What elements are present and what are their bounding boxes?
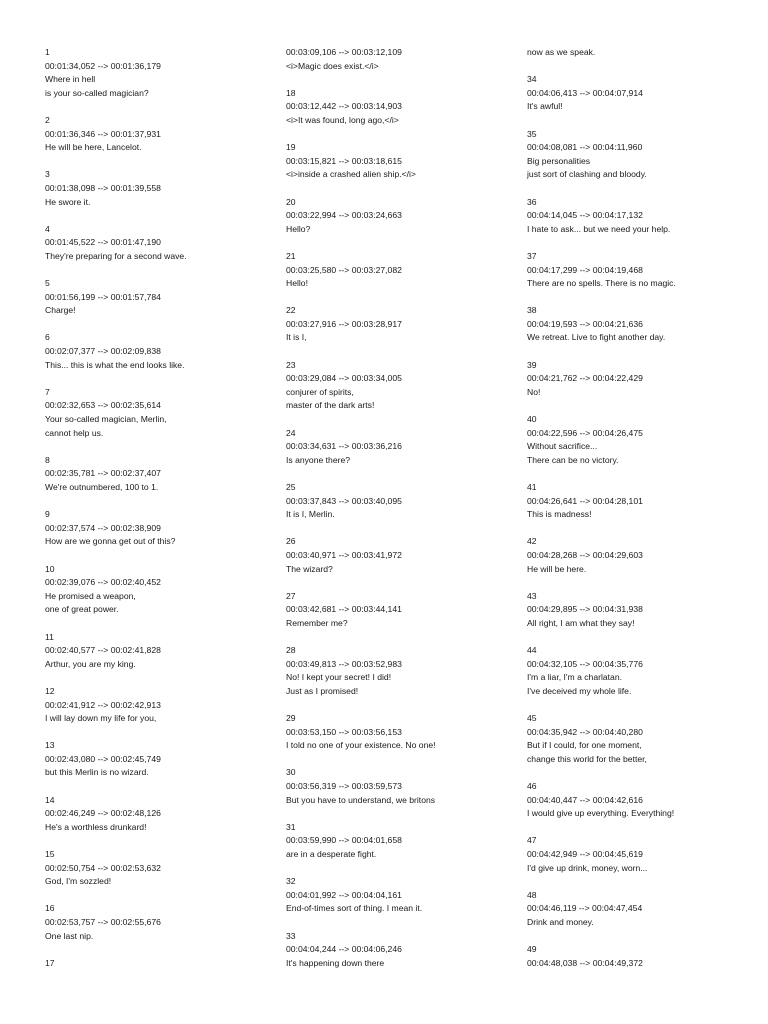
subtitle-timestamp: 00:04:22,596 --> 00:04:26,475 [527, 427, 643, 438]
subtitle-text-line: Charge! [45, 305, 76, 316]
subtitle-timestamp: 00:04:29,895 --> 00:04:31,938 [527, 604, 643, 615]
subtitle-index: 32 [286, 876, 296, 887]
blank-line [527, 699, 757, 713]
blank-line [286, 522, 516, 536]
blank-line [286, 128, 516, 142]
subtitle-timestamp: 00:01:38,098 --> 00:01:39,558 [45, 182, 161, 193]
subtitle-text-line: I hate to ask... but we need your help. [527, 223, 671, 234]
subtitle-index: 46 [527, 781, 537, 792]
subtitle-timestamp: 00:03:34,631 --> 00:03:36,216 [286, 441, 402, 452]
blank-line [286, 753, 516, 767]
blank-line [527, 114, 757, 128]
subtitle-text-line: Drink and money. [527, 917, 594, 927]
subtitle-index: 20 [286, 196, 296, 207]
subtitle-timestamp: 00:02:41,912 --> 00:02:42,913 [45, 699, 161, 710]
subtitle-text-line: God, I'm sozzled! [45, 876, 112, 887]
subtitle-text-line: Where in hell [45, 74, 96, 85]
subtitle-text-line: There can be no victory. [527, 454, 619, 465]
subtitle-index: 34 [527, 74, 537, 85]
subtitle-index: 12 [45, 685, 55, 696]
subtitle-index: 8 [45, 454, 50, 465]
subtitle-text-line: are in a desperate fight. [286, 849, 377, 860]
subtitle-text-line: All right, I am what they say! [527, 617, 635, 628]
subtitle-index: 49 [527, 944, 537, 955]
subtitle-timestamp: 00:03:59,990 --> 00:04:01,658 [286, 835, 402, 846]
subtitle-text-line: This... this is what the end looks like. [45, 359, 185, 370]
subtitle-text-line: just sort of clashing and bloody. [527, 169, 647, 180]
subtitle-text-line: I'd give up drink, money, worn... [527, 862, 648, 873]
subtitle-text-line: one of great power. [45, 604, 119, 615]
subtitle-text-line: Your so-called magician, Merlin, [45, 414, 167, 425]
subtitle-column-1 [45, 46, 275, 970]
subtitle-timestamp: 00:03:56,319 --> 00:03:59,573 [286, 781, 402, 792]
subtitle-timestamp: 00:04:08,081 --> 00:04:11,960 [527, 142, 643, 153]
blank-line [286, 862, 516, 876]
subtitle-index: 30 [286, 767, 296, 778]
subtitle-text-line: No! [527, 386, 541, 397]
blank-line [45, 780, 275, 794]
subtitle-timestamp: 00:03:25,580 --> 00:03:27,082 [286, 264, 402, 275]
subtitle-column-3 [527, 46, 757, 970]
subtitle-text-line: There are no spells. There is no magic. [527, 278, 676, 289]
subtitle-text-line: Without sacrifice... [527, 441, 598, 452]
subtitle-text-line: He promised a weapon, [45, 590, 136, 601]
subtitle-index: 1 [45, 47, 50, 57]
subtitle-timestamp: 00:02:32,653 --> 00:02:35,614 [45, 400, 161, 411]
subtitle-text-line: We're outnumbered, 100 to 1. [45, 482, 159, 492]
subtitle-text-line: conjurer of spirits, [286, 386, 354, 397]
blank-line [45, 726, 275, 740]
blank-line [527, 182, 757, 196]
subtitle-text-line: He swore it. [45, 196, 91, 207]
subtitle-text-line: Big personalities [527, 155, 591, 166]
subtitle-text-line: Arthur, you are my king. [45, 658, 136, 669]
subtitle-text-line: Hello? [286, 223, 311, 234]
subtitle-timestamp: 00:04:32,105 --> 00:04:35,776 [527, 658, 643, 669]
subtitle-text-line: but this Merlin is no wizard. [45, 767, 149, 778]
subtitle-text-line: It's happening down there [286, 957, 385, 968]
subtitle-index: 48 [527, 889, 537, 900]
subtitle-text-line: He's a worthless drunkard! [45, 821, 147, 832]
blank-line [45, 943, 275, 957]
subtitle-index: 2 [45, 114, 50, 125]
subtitle-index: 47 [527, 835, 537, 846]
subtitle-index: 45 [527, 713, 537, 724]
subtitle-timestamp: 00:03:29,084 --> 00:03:34,005 [286, 373, 402, 384]
subtitle-timestamp: 00:01:36,346 --> 00:01:37,931 [45, 128, 161, 139]
subtitle-index: 26 [286, 536, 296, 547]
subtitle-text-line: <i>It was found, long ago,</i> [286, 114, 399, 125]
subtitle-index: 6 [45, 332, 50, 343]
blank-line [286, 291, 516, 305]
subtitle-timestamp: 00:02:46,249 --> 00:02:48,126 [45, 808, 161, 819]
subtitle-timestamp: 00:01:45,522 --> 00:01:47,190 [45, 237, 161, 248]
blank-line [527, 60, 757, 74]
subtitle-index: 16 [45, 903, 55, 914]
blank-line [286, 807, 516, 821]
subtitle-index: 9 [45, 509, 50, 520]
blank-line [45, 617, 275, 631]
blank-line [45, 372, 275, 386]
subtitle-text-line: The wizard? [286, 563, 333, 574]
subtitle-timestamp: 00:01:34,052 --> 00:01:36,179 [45, 60, 161, 71]
subtitle-text-line: It's awful! [527, 101, 563, 112]
blank-line [45, 671, 275, 685]
subtitle-timestamp: 00:04:04,244 --> 00:04:06,246 [286, 944, 402, 955]
blank-line [286, 916, 516, 930]
subtitle-index: 43 [527, 590, 537, 601]
subtitle-timestamp: 00:03:42,681 --> 00:03:44,141 [286, 604, 402, 615]
subtitle-text-line: How are we gonna get out of this? [45, 536, 176, 547]
subtitle-text-line: cannot help us. [45, 427, 104, 438]
blank-line [286, 576, 516, 590]
subtitle-timestamp: 00:04:06,413 --> 00:04:07,914 [527, 87, 643, 98]
subtitle-timestamp: 00:02:43,080 --> 00:02:45,749 [45, 753, 161, 764]
subtitle-index: 25 [286, 482, 296, 492]
subtitle-timestamp: 00:03:53,150 --> 00:03:56,153 [286, 726, 402, 737]
blank-line [527, 522, 757, 536]
subtitle-timestamp: 00:03:22,994 --> 00:03:24,663 [286, 210, 402, 221]
subtitle-index: 35 [527, 128, 537, 139]
subtitle-text-line: No! I kept your secret! I did! [286, 672, 392, 683]
subtitle-text-line: I told no one of your existence. No one! [286, 740, 436, 751]
subtitle-timestamp: 00:04:01,992 --> 00:04:04,161 [286, 889, 402, 900]
subtitle-timestamp: 00:02:37,574 --> 00:02:38,909 [45, 522, 161, 533]
subtitle-index: 42 [527, 536, 537, 547]
subtitle-index: 31 [286, 821, 296, 832]
subtitle-index: 11 [45, 631, 54, 642]
blank-line [286, 73, 516, 87]
blank-line [527, 467, 757, 481]
subtitle-index: 24 [286, 427, 296, 438]
subtitle-index: 14 [45, 794, 55, 805]
subtitle-text-line: I've deceived my whole life. [527, 685, 632, 696]
subtitle-index: 41 [527, 482, 537, 492]
blank-line [45, 155, 275, 169]
subtitle-index: 23 [286, 359, 296, 370]
subtitle-timestamp: 00:04:28,268 --> 00:04:29,603 [527, 549, 643, 560]
subtitle-timestamp: 00:03:27,916 --> 00:03:28,917 [286, 318, 402, 329]
blank-line [527, 236, 757, 250]
subtitle-index: 38 [527, 305, 537, 316]
subtitle-timestamp: 00:04:46,119 --> 00:04:47,454 [527, 903, 643, 914]
blank-line [45, 889, 275, 903]
subtitle-text-line: It is I, [286, 332, 307, 343]
subtitle-timestamp: 00:04:48,038 --> 00:04:49,372 [527, 957, 643, 968]
blank-line [45, 318, 275, 332]
subtitle-index: 22 [286, 305, 296, 316]
subtitle-index: 18 [286, 87, 296, 98]
subtitle-timestamp: 00:04:17,299 --> 00:04:19,468 [527, 264, 643, 275]
blank-line [527, 576, 757, 590]
subtitle-index: 21 [286, 250, 296, 261]
subtitle-timestamp: 00:03:37,843 --> 00:03:40,095 [286, 495, 402, 506]
subtitle-text-line: <i>Magic does exist.</i> [286, 60, 379, 71]
blank-line [286, 345, 516, 359]
subtitle-text-line: Hello! [286, 278, 308, 289]
blank-line [45, 209, 275, 223]
subtitle-text-line: We retreat. Live to fight another day. [527, 332, 666, 343]
subtitle-text-line: now as we speak. [527, 47, 596, 57]
subtitle-index: 7 [45, 386, 50, 397]
subtitle-timestamp: 00:02:39,076 --> 00:02:40,452 [45, 577, 161, 588]
subtitle-timestamp: 00:02:07,377 --> 00:02:09,838 [45, 346, 161, 357]
blank-line [527, 345, 757, 359]
subtitle-text-line: is your so-called magician? [45, 87, 149, 98]
subtitle-index: 40 [527, 414, 537, 425]
subtitle-text-line: Remember me? [286, 617, 348, 628]
blank-line [286, 699, 516, 713]
subtitle-index: 5 [45, 278, 50, 289]
subtitle-timestamp: 00:03:49,813 --> 00:03:52,983 [286, 658, 402, 669]
subtitle-text-line: I would give up everything. Everything! [527, 808, 675, 819]
subtitle-timestamp: 00:03:09,106 --> 00:03:12,109 [286, 47, 402, 57]
subtitle-timestamp: 00:04:26,641 --> 00:04:28,101 [527, 495, 643, 506]
subtitle-timestamp: 00:02:50,754 --> 00:02:53,632 [45, 862, 161, 873]
subtitle-timestamp: 00:04:35,942 --> 00:04:40,280 [527, 726, 643, 737]
subtitle-timestamp: 00:02:53,757 --> 00:02:55,676 [45, 917, 161, 927]
subtitle-text-line: He will be here. [527, 563, 587, 574]
subtitle-text-line: master of the dark arts! [286, 400, 375, 411]
blank-line [527, 875, 757, 889]
subtitle-text-line: But you have to understand, we britons [286, 794, 436, 805]
subtitle-timestamp: 00:03:40,971 --> 00:03:41,972 [286, 549, 402, 560]
blank-line [527, 766, 757, 780]
subtitle-index: 10 [45, 563, 55, 574]
subtitle-index: 17 [45, 957, 55, 968]
subtitle-timestamp: 00:02:35,781 --> 00:02:37,407 [45, 468, 161, 479]
subtitle-index: 29 [286, 713, 296, 724]
blank-line [286, 467, 516, 481]
subtitle-index: 39 [527, 359, 537, 370]
subtitle-index: 4 [45, 223, 50, 234]
subtitle-index: 27 [286, 590, 296, 601]
subtitle-index: 44 [527, 645, 537, 656]
subtitle-index: 28 [286, 645, 296, 656]
blank-line [527, 631, 757, 645]
subtitle-column-2 [286, 46, 516, 970]
subtitle-index: 13 [45, 740, 55, 751]
blank-line [45, 264, 275, 278]
subtitle-text-line: <i>inside a crashed alien ship.</i> [286, 169, 416, 180]
subtitle-timestamp: 00:04:19,593 --> 00:04:21,636 [527, 318, 643, 329]
subtitle-timestamp: 00:03:12,442 --> 00:03:14,903 [286, 101, 402, 112]
subtitle-text-line: They're preparing for a second wave. [45, 250, 187, 261]
subtitle-timestamp: 00:04:42,949 --> 00:04:45,619 [527, 849, 643, 860]
subtitle-index: 3 [45, 169, 50, 180]
blank-line [45, 440, 275, 454]
subtitle-timestamp: 00:03:15,821 --> 00:03:18,615 [286, 155, 402, 166]
subtitle-index: 36 [527, 196, 537, 207]
blank-line [286, 631, 516, 645]
subtitle-timestamp: 00:04:21,762 --> 00:04:22,429 [527, 373, 643, 384]
subtitle-index: 37 [527, 250, 537, 261]
subtitle-text-line: He will be here, Lancelot. [45, 142, 142, 153]
subtitle-timestamp: 00:01:56,199 --> 00:01:57,784 [45, 291, 161, 302]
subtitle-text-line: I'm a liar, I'm a charlatan. [527, 672, 622, 683]
subtitle-text-line: Is anyone there? [286, 454, 351, 465]
blank-line [527, 291, 757, 305]
blank-line [45, 495, 275, 509]
subtitle-text-line: change this world for the better, [527, 753, 647, 764]
subtitle-text-line: End-of-times sort of thing. I mean it. [286, 903, 423, 914]
blank-line [286, 182, 516, 196]
subtitle-text-line: It is I, Merlin. [286, 509, 335, 520]
blank-line [45, 549, 275, 563]
subtitle-timestamp: 00:02:40,577 --> 00:02:41,828 [45, 645, 161, 656]
subtitle-text-line: Just as I promised! [286, 685, 359, 696]
subtitle-index: 15 [45, 849, 55, 860]
blank-line [527, 821, 757, 835]
subtitle-text-line: This is madness! [527, 509, 592, 520]
subtitle-timestamp: 00:04:40,447 --> 00:04:42,616 [527, 794, 643, 805]
subtitle-index: 19 [286, 142, 296, 153]
blank-line [45, 834, 275, 848]
blank-line [527, 399, 757, 413]
subtitle-text-line: I will lay down my life for you, [45, 713, 157, 724]
subtitle-text-line: But if I could, for one moment, [527, 740, 642, 751]
blank-line [286, 413, 516, 427]
blank-line [45, 100, 275, 114]
subtitle-text-line: One last nip. [45, 930, 94, 941]
blank-line [527, 930, 757, 944]
blank-line [286, 236, 516, 250]
subtitle-index: 33 [286, 930, 296, 941]
subtitle-timestamp: 00:04:14,045 --> 00:04:17,132 [527, 210, 643, 221]
